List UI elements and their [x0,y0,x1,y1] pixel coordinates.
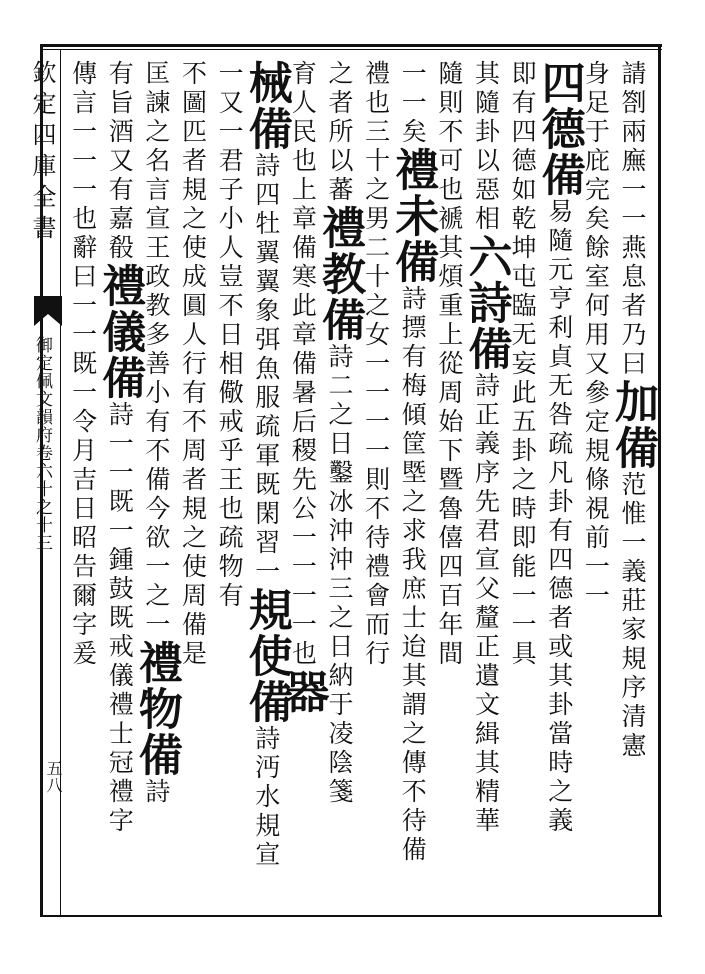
text-column [240,60,292,870]
text-column [211,60,248,611]
heading-run: 四德備 [533,60,585,198]
heading-run: 械備 [240,60,292,152]
text-column [64,60,101,669]
text-column [460,60,512,836]
text-run: 隨則不可也 [434,60,464,205]
text-run: 辭曰一一既一令月吉日昭告爾字爰 [68,234,98,669]
text-run: 詩 [141,778,171,807]
text-run: 詩沔水規宣 [251,725,281,870]
text-run: 一一矣 [398,60,428,147]
fishtail-mark-icon [34,296,62,326]
frame-top-border [40,44,662,47]
text-run: 即有四德如乾坤屯臨无妄此五卦之時即能一一具 [508,60,538,669]
text-column [357,60,394,669]
text-run: 詩二之日鑿冰沖沖三之日納于凌陰箋 [325,343,354,807]
text-run: 王也疏物有 [215,466,245,611]
text-column [174,60,211,669]
text-run: 傳言一一一也 [68,60,98,234]
heading-run: 禮物備 [130,640,182,778]
text-run: 禮也三十之男二十之女一一一一則不待禮會而行 [361,60,391,669]
text-column [94,60,146,836]
page-number: 五八 [44,760,63,794]
text-run: 匡諫之名言宣王政教多善小有不備今欲一之一 [141,60,171,640]
heading-run: 禮未備 [387,147,439,285]
text-column [387,60,439,865]
heading-run: 禮儀備 [94,263,146,401]
text-run: 范惟一義莊家規序清憲 [618,471,647,761]
text-run: 詩摽有梅傾筐塈之求我庶士迨其謂之傳不待備 [398,285,428,865]
text-run: 上章備寒此章備暑后稷先公一一一一也 [288,176,318,669]
heading-run: 規使備 [240,587,292,725]
text-run: 之者所以蕃 [325,60,354,205]
text-run: 褫其煩重上從周始下暨魯僖四百年間 [434,205,464,669]
margin-subtitle: 御定佩文韻府卷六十之十三 [32,336,52,552]
text-run: 詩一一既一鍾鼓既戒儀禮士冠禮字 [105,401,135,836]
frame-top-inner-border [40,49,662,50]
heading-run: 六詩備 [460,234,512,372]
text-run: 育人民也 [288,60,318,176]
text-run: 身足于庇完矣餘室何用又參定規條視前一一 [581,60,611,611]
text-run: 一又一君子小人豈不日相儆戒乎 [215,60,245,466]
heading-run: 加備 [607,379,658,471]
text-run: 不圖匹者規之使成圓人行有不周者規之使周備是 [178,60,208,669]
text-column [607,60,658,761]
text-run: 詩四牡翼翼象弭魚服疏軍既閑習一 [251,152,281,587]
margin-title: 欽定四庫全書 [28,60,56,246]
heading-run: 禮教備 [314,205,365,343]
text-run: 其隨卦以惡相 [471,60,501,234]
heading-run: 器 [277,669,329,715]
frame-right-border [658,44,661,917]
text-column [533,60,585,836]
frame-bottom-border [40,915,662,917]
text-run: 詩正義序先君宣父釐正遺文緝其精華 [471,372,501,836]
text-run: 有旨酒又有嘉殽 [105,60,135,263]
text-run: 請劄兩廡一一燕息者乃曰 [618,60,647,379]
text-run: 易隨元亨利貞无咎疏凡卦有四德者或其卦當時之義 [544,198,574,836]
text-column [130,60,182,807]
